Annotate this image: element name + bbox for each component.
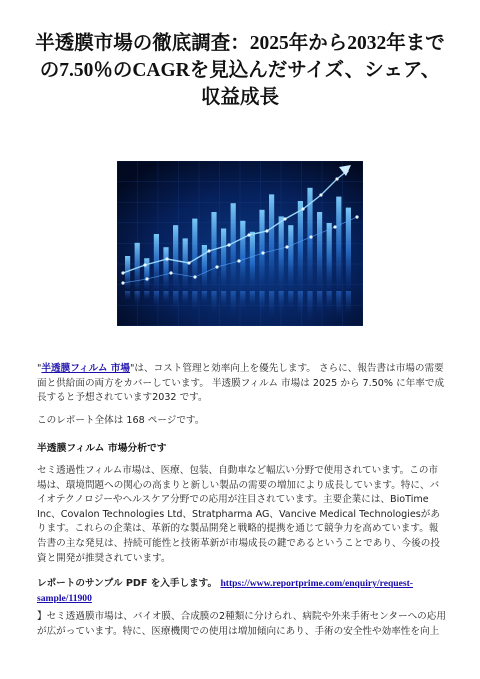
hero-bar <box>298 201 303 289</box>
hero-bar <box>317 212 322 289</box>
hero-bar-reflection <box>336 291 341 319</box>
quote-close: " <box>129 363 135 374</box>
hero-bar-reflection <box>288 291 293 310</box>
hero-dot <box>193 275 196 278</box>
hero-bar-reflection <box>346 291 351 315</box>
intro-text: は、コスト管理と効率向上を優先します。 さらに、報告書は市場の需要面と供給面の両方をカバーしています。 半透膜フィルム 市場は 2025 から 7.50% に年率で成長すると予想されています2032 です。 <box>37 363 445 404</box>
pages-text: このレポート全体は 168 ページです。 <box>37 415 205 426</box>
hero-bar-reflection <box>125 291 130 301</box>
hero-bar-reflection <box>135 291 140 305</box>
hero-bar <box>144 258 149 289</box>
hero-bar <box>173 225 178 289</box>
title-line-2: の7.50％のCAGRを見込んだサイズ、シェア、 <box>39 60 441 81</box>
hero-bar-reflection <box>250 291 255 308</box>
title-line-3: 収益成長 <box>200 87 279 108</box>
hero-bar-reflection <box>240 291 245 311</box>
hero-bar-reflection <box>183 291 188 306</box>
hero-bar <box>231 203 236 289</box>
hero-dot <box>165 257 168 260</box>
hero-bar <box>336 197 341 289</box>
hero-bar-reflection <box>221 291 226 309</box>
hero-dot <box>169 271 172 274</box>
hero-bar <box>288 225 293 289</box>
hero-bar-reflection <box>298 291 303 317</box>
hero-dot <box>215 265 218 268</box>
hero-bar <box>240 221 245 289</box>
segment-paragraph: 】セミ透過膜市場は、バイオ膜、合成膜の2種類に分けられ、病院や外来手術センターへの応用が広がっています。特に、医療機関での使用は増加傾向にあり、手術の安全性や効率性を向上 <box>37 611 446 637</box>
hero-bar <box>221 229 226 290</box>
hero-bar-reflection <box>202 291 207 304</box>
hero-dot <box>319 193 322 196</box>
hero-dot <box>207 249 210 252</box>
hero-bar-reflection <box>231 291 236 317</box>
hero-dot <box>265 229 268 232</box>
hero-dot <box>121 281 124 284</box>
hero-bar <box>202 245 207 289</box>
hero-bar-reflection <box>192 291 197 312</box>
hero-dot <box>261 251 264 254</box>
hero-bar <box>135 243 140 289</box>
hero-dot <box>121 271 124 274</box>
hero-dot <box>143 263 146 266</box>
sample-label: レポートのサンプル PDF を入手します。 <box>37 578 221 589</box>
hero-dot <box>285 245 288 248</box>
sample-link[interactable]: https://www.reportprime.com/enquiry/request-sample/11900 <box>37 578 414 604</box>
hero-bar-reflection <box>154 291 159 308</box>
hero-bar-reflection <box>307 291 312 321</box>
sample-paragraph <box>37 577 447 606</box>
quote-open: " <box>37 363 42 374</box>
hero-dot <box>355 215 358 218</box>
hero-dot <box>247 233 250 236</box>
hero-dot <box>301 207 304 210</box>
analysis-heading: 半透膜フィルム 市場分析です <box>37 443 167 454</box>
hero-image <box>117 161 363 326</box>
page-title <box>24 30 456 111</box>
hero-bar <box>163 247 168 289</box>
hero-dot <box>227 243 230 246</box>
hero-dot <box>335 177 338 180</box>
hero-dot <box>283 217 286 220</box>
hero-bar <box>279 216 284 289</box>
analysis-body: セミ透過性フィルム市場は、医療、包装、自動車など幅広い分野で使用されています。この市場は、環境問題への関心の高まりと新しい製品の需要の増加により成長しています。特に、バイオテクノロジーやヘルスケア分野での応用が注目されています。主要企業には、BioTime Inc、Covalon Technologies Ltd、Stratpharma AG、Vancive Medical Technologiesがあります。これらの企業は、革新的な製品開発と戦略的提携を通じて競争力を高めています。報告書の主な発見は、持続可能性と技術革新が市場成長の鍵であるということであり、今後の投資と開発が推奨されています。 <box>37 465 440 564</box>
hero-bar-reflection <box>173 291 178 310</box>
hero-bar <box>327 223 332 289</box>
hero-bar <box>269 194 274 289</box>
hero-bar-reflection <box>279 291 284 313</box>
hero-bar-reflection <box>317 291 322 314</box>
hero-bar <box>183 238 188 289</box>
hero-dot <box>145 277 148 280</box>
hero-bar <box>250 232 255 289</box>
hero-bar-reflection <box>144 291 149 300</box>
hero-bar-reflection <box>269 291 274 319</box>
hero-dot <box>333 225 336 228</box>
hero-bar-reflection <box>259 291 264 315</box>
hero-bar-reflection <box>163 291 168 304</box>
hero-bar <box>259 210 264 289</box>
market-link[interactable]: 半透膜フィルム 市場 <box>41 363 130 374</box>
hero-dot <box>309 235 312 238</box>
title-line-1: 半透膜市場の徹底調査：2025年から2032年まで <box>35 33 445 54</box>
hero-bar-reflection <box>211 291 216 314</box>
intro-paragraph <box>37 362 447 406</box>
hero-dot <box>187 261 190 264</box>
hero-bar-reflection <box>327 291 332 311</box>
hero-dot <box>237 259 240 262</box>
